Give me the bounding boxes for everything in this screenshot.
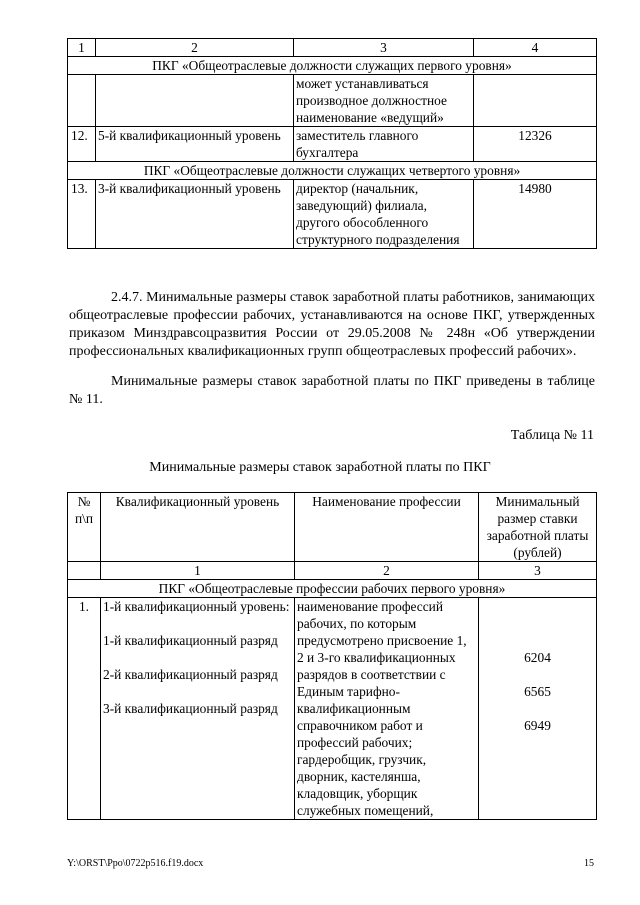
- table-row: [68, 57, 597, 75]
- paragraph: 2.4.7. Минимальные размеры ставок заработной платы работников, занимающих общеотраслевые профессии рабочих, устанавливаются на основе ПКГ, утвержденных приказом Минздравсоцразвития России от 29.05.2008 № 248н «Об утверждении профессиональных квалификационных групп общеотраслевых профессий рабочих».: [69, 290, 595, 359]
- table-cell: 1: [68, 39, 96, 57]
- header-salary: Минимальный размер ставки заработной платы (рублей): [479, 493, 597, 562]
- salary-cell: 12326: [474, 127, 597, 162]
- table-cell: 2: [96, 39, 294, 57]
- table-pkg-employees: [67, 38, 597, 249]
- table-title: Минимальные размеры ставок заработной платы по ПКГ: [149, 460, 491, 475]
- salary-value: 6949: [524, 718, 551, 733]
- grade-label: 1-й квалификационный разряд: [103, 633, 278, 648]
- header-profession: Наименование профессии: [295, 493, 479, 562]
- table-row: [68, 598, 597, 820]
- table-row: [68, 39, 597, 57]
- group-title: ПКГ «Общеотраслевые должности служащих первого уровня»: [68, 57, 597, 75]
- level-cell: 3-й квалификационный уровень: [96, 180, 294, 249]
- table-label: Таблица № 11: [510, 428, 594, 443]
- table-row: [68, 580, 597, 598]
- table-cell: [68, 562, 101, 580]
- grade-label: 3-й квалификационный разряд: [103, 701, 278, 716]
- profession-cell: наименование профессий рабочих, по которым предусмотрено присвоение 1, 2 и 3-го квалификационных разрядов в соответствии с Единым тарифно-квалификационным справочником работ и профессий рабочих; гардеробщик, грузчик, дворник, кастелянша, кладовщик, уборщик служебных помещений,: [295, 598, 479, 820]
- table-cell: 3: [294, 39, 474, 57]
- row-number: 12.: [68, 127, 96, 162]
- row-number: 13.: [68, 180, 96, 249]
- table-cell: 2: [295, 562, 479, 580]
- table-header-row: [68, 493, 597, 562]
- table-cell: [96, 75, 294, 127]
- grade-label: 2-й квалификационный разряд: [103, 667, 278, 682]
- group-title: ПКГ «Общеотраслевые должности служащих четвертого уровня»: [68, 162, 597, 180]
- header-num: № п\п: [68, 493, 101, 562]
- position-cell: может устанавливаться производное должностное наименование «ведущий»: [294, 75, 474, 127]
- table-row: [68, 180, 597, 249]
- table-cell: 3: [479, 562, 597, 580]
- table-row: [68, 127, 597, 162]
- salary-cell: 14980: [474, 180, 597, 249]
- position-cell: заместитель главного бухгалтера: [294, 127, 474, 162]
- table-cell: 4: [474, 39, 597, 57]
- table-pkg-workers: [67, 492, 597, 820]
- table-cell: [68, 75, 96, 127]
- page-number: 15: [584, 858, 594, 869]
- position-cell: директор (начальник, заведующий) филиала, другого обособленного структурного подразделения: [294, 180, 474, 249]
- header-level: Квалификационный уровень: [101, 493, 295, 562]
- level-cell: [101, 598, 295, 820]
- table-row: [68, 75, 597, 127]
- salary-value: 6204: [524, 650, 551, 665]
- level-title: 1-й квалификационный уровень:: [103, 599, 290, 614]
- paragraph: Минимальные размеры ставок заработной платы по ПКГ приведены в таблице № 11.: [69, 374, 595, 407]
- level-cell: 5-й квалификационный уровень: [96, 127, 294, 162]
- footer-file-path: Y:\ORST\Ppo\0722p516.f19.docx: [67, 858, 204, 869]
- table-row: [68, 562, 597, 580]
- table-cell: [474, 75, 597, 127]
- salary-value: 6565: [524, 684, 551, 699]
- group-title: ПКГ «Общеотраслевые профессии рабочих первого уровня»: [68, 580, 597, 598]
- row-number: 1.: [68, 598, 101, 820]
- table-cell: 1: [101, 562, 295, 580]
- salary-cell: [479, 598, 597, 820]
- table-row: [68, 162, 597, 180]
